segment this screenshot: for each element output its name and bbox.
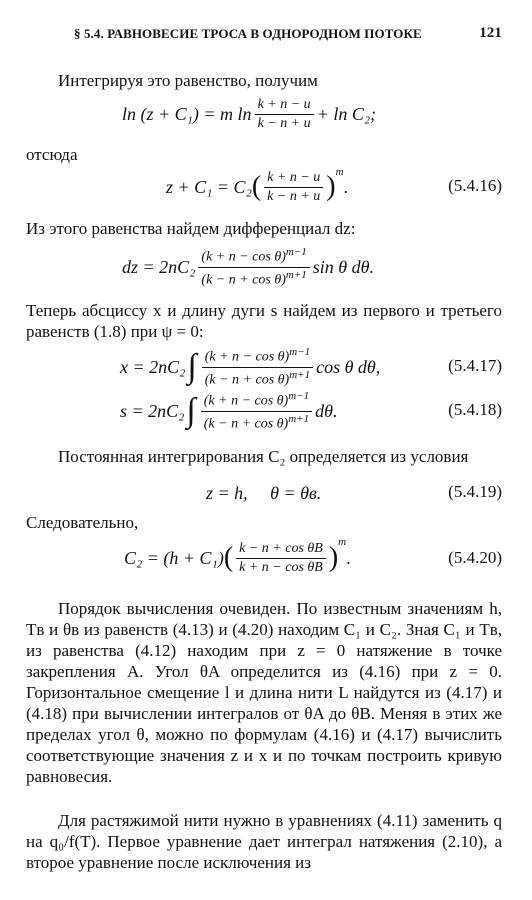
fraction-numerator: k − n + cos θB	[236, 541, 326, 559]
paragraph: отсюда	[26, 145, 78, 164]
equation-number: (5.4.19)	[448, 482, 502, 501]
eq-lhs: x = 2nC₂	[120, 356, 186, 377]
denominator-text: (k − n + cos θ)	[204, 372, 290, 388]
paren-right: )	[326, 171, 336, 202]
paragraph: Теперь абсциссу x и длину дуги s найдем из первого и третьего равенств (1.8) при ψ = 0:	[26, 301, 502, 341]
eq-tail: dθ.	[315, 400, 338, 421]
fraction-denominator: k − n + u	[257, 115, 311, 131]
running-head	[74, 26, 502, 42]
equation	[124, 534, 351, 582]
fraction-denominator	[202, 368, 313, 389]
fraction-denominator: k + n − cos θB	[239, 559, 323, 575]
numerator-text: (k + n − cos θ)	[201, 249, 286, 265]
equation	[120, 388, 337, 434]
equation	[120, 344, 380, 390]
denominator-exponent: m+1	[285, 268, 307, 281]
numerator-exponent: m−1	[289, 345, 311, 358]
equation	[206, 482, 321, 504]
equation-number: (5.4.18)	[448, 400, 502, 419]
fraction-numerator	[198, 246, 309, 268]
eq-rhs: + ln C₂;	[316, 103, 377, 124]
fraction	[236, 541, 326, 576]
equation-number: (5.4.20)	[448, 548, 502, 567]
integral-sign: ∫	[187, 348, 197, 385]
numerator-exponent: m−1	[288, 389, 310, 402]
section-title: § 5.4. РАВНОВЕСИЕ ТРОСА В ОДНОРОДНОМ ПОТОКЕ	[74, 26, 422, 41]
fraction-numerator: k + n − u	[264, 170, 323, 188]
paragraph: Из этого равенства найдем дифференциал dz:	[26, 219, 356, 238]
equation	[122, 92, 376, 136]
eq-text: z = h, θ = θв.	[206, 482, 322, 503]
equation	[166, 164, 348, 210]
eq-lhs: C₂ = (h + C₁)	[124, 547, 224, 568]
paragraph: Следовательно,	[26, 513, 139, 532]
numerator-exponent: m−1	[285, 245, 307, 258]
equation-number: (5.4.17)	[448, 356, 502, 375]
fraction	[202, 346, 313, 388]
exponent: m	[338, 536, 347, 548]
paren-left: (	[251, 171, 262, 202]
denominator-text: (k − n + cos θ)	[201, 272, 286, 288]
eq-lhs: dz = 2nC₂	[122, 256, 196, 277]
eq-tail: .	[346, 547, 351, 568]
eq-tail: sin θ dθ.	[312, 256, 374, 277]
exponent: m	[335, 166, 344, 178]
eq-lhs: s = 2nC₂	[120, 400, 185, 421]
integral-sign: ∫	[186, 392, 196, 429]
denominator-text: (k − n + cos θ)	[203, 416, 289, 432]
fraction	[264, 170, 323, 205]
eq-lhs: z + C₁ = C₂	[166, 176, 252, 197]
fraction-numerator	[201, 390, 312, 412]
eq-tail: .	[343, 176, 349, 197]
numerator-text: (k + n − cos θ)	[203, 393, 289, 409]
equation	[122, 244, 374, 290]
paragraph: Постоянная интегрирования C₂ определяется из условия	[58, 447, 469, 466]
paren-left: (	[223, 542, 234, 573]
equation-number: (5.4.16)	[448, 176, 502, 195]
page-number: 121	[479, 25, 502, 41]
denominator-exponent: m+1	[289, 368, 311, 381]
fraction-numerator	[202, 346, 313, 368]
paren-right: )	[328, 542, 339, 573]
fraction-denominator	[198, 268, 309, 289]
paragraph: Интегрируя это равенство, получим	[58, 71, 318, 90]
fraction	[201, 390, 312, 432]
fraction	[198, 246, 309, 288]
fraction	[255, 97, 314, 132]
eq-lhs: ln (z + C₁) = m ln	[122, 103, 252, 124]
denominator-exponent: m+1	[288, 412, 310, 425]
fraction-denominator: k − n + u	[267, 188, 321, 204]
eq-tail: cos θ dθ,	[316, 356, 381, 377]
numerator-text: (k + n − cos θ)	[204, 349, 290, 365]
paragraph: Для растяжимой нити нужно в уравнениях (4.11) заменить q на q₀/f(T). Первое уравнение дает интеграл натяжения (2.10), а второе уравнение после исключения из	[26, 811, 502, 872]
fraction-numerator: k + n − u	[255, 97, 314, 115]
fraction-denominator	[201, 412, 312, 433]
paragraph: Порядок вычисления очевиден. По известным значениям h, Tв и θв из равенств (4.13) и (4.20) находим C₁ и C₂. Зная C₁ и Tв, из равенства (4.12) находим при z = 0 натяжение в точке закрепления A. Угол θA определится из (4.16) при z = 0. Горизонтальное смещение l и длина нити L найдутся из (4.17) и (4.18) при вычислении интегралов от θA до θB. Меняя в этих же пределах угол θ, можно по формулам (4.16) и (4.17) вычислить соответствующие значения z и x и по точкам построить кривую равновесия.	[26, 599, 502, 786]
